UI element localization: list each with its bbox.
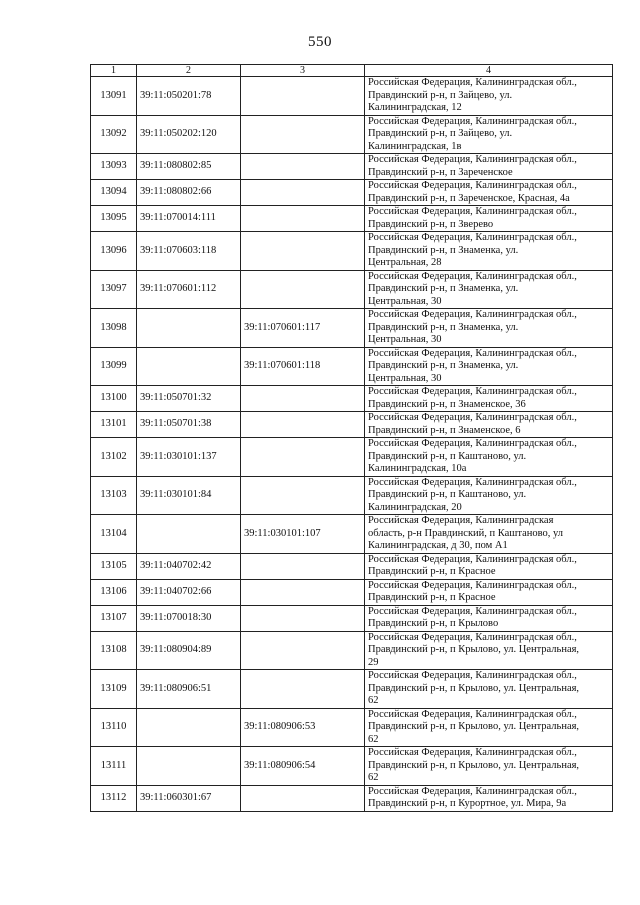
address-line: Правдинский р-н, п Красное [368, 592, 496, 603]
address-line: Калининградская, 1в [368, 140, 462, 152]
address-line: Правдинский р-н, п Знаменка, ул. [368, 283, 519, 294]
address-cell [365, 232, 613, 271]
address-line: Российская Федерация, Калининградская обл., [368, 115, 577, 127]
related-cadastral-number-cell [241, 270, 365, 309]
cadastral-number-cell: 39:11:040702:66 [137, 579, 241, 605]
row-number-cell: 13112 [91, 785, 137, 811]
address-line: Центральная, 30 [368, 334, 442, 345]
header-row [91, 65, 613, 77]
address-line: Российская Федерация, Калининградская обл., [368, 605, 577, 617]
cadastral-number-cell: 39:11:050201:78 [137, 77, 241, 116]
related-cadastral-number-cell [241, 438, 365, 477]
related-cadastral-number-cell: 39:11:030101:107 [241, 515, 365, 554]
address-line: Калининградская, 12 [368, 102, 462, 113]
address-line: Правдинский р-н, п Крылово [368, 618, 499, 629]
table-row [91, 232, 613, 271]
table-row [91, 785, 613, 811]
cadastral-number-cell: 39:11:030101:84 [137, 476, 241, 515]
row-number-cell: 13101 [91, 412, 137, 438]
address-line: Центральная, 30 [368, 372, 442, 384]
table-row [91, 77, 613, 116]
table-row [91, 605, 613, 631]
address-line: Российская Федерация, Калининградская обл., [368, 438, 577, 449]
related-cadastral-number-cell [241, 77, 365, 116]
row-number-cell: 13111 [91, 747, 137, 786]
cadastral-number-cell [137, 515, 241, 554]
cadastral-number-cell: 39:11:070014:111 [137, 206, 241, 232]
table-row [91, 515, 613, 554]
row-number-cell: 13094 [91, 180, 137, 206]
row-number-cell: 13091 [91, 77, 137, 116]
related-cadastral-number-cell [241, 386, 365, 412]
table-row [91, 115, 613, 154]
row-number-cell: 13106 [91, 579, 137, 605]
address-cell [365, 154, 613, 180]
cadastral-number-cell: 39:11:080802:66 [137, 180, 241, 206]
address-line: 29 [368, 656, 379, 668]
address-cell [365, 631, 613, 670]
address-cell [365, 476, 613, 515]
cadastral-number-cell: 39:11:070603:118 [137, 232, 241, 271]
address-cell [365, 708, 613, 747]
address-line: Российская Федерация, Калининградская обл., [368, 270, 577, 282]
related-cadastral-number-cell: 39:11:080906:53 [241, 708, 365, 747]
cadastral-number-cell: 39:11:070601:112 [137, 270, 241, 309]
address-line: Правдинский р-н, п Знаменка, ул. [368, 321, 519, 333]
address-line: Российская Федерация, Калининградская обл., [368, 747, 577, 758]
table-row [91, 670, 613, 709]
address-line: Правдинский р-н, п Крылово, ул. Центральная, [368, 644, 580, 655]
row-number-cell: 13100 [91, 386, 137, 412]
related-cadastral-number-cell [241, 206, 365, 232]
address-line: Правдинский р-н, п Красное [368, 566, 496, 577]
row-number-cell: 13107 [91, 605, 137, 631]
address-cell [365, 579, 613, 605]
table-row [91, 476, 613, 515]
table-row [91, 579, 613, 605]
related-cadastral-number-cell [241, 412, 365, 438]
related-cadastral-number-cell: 39:11:080906:54 [241, 747, 365, 786]
row-number-cell: 13099 [91, 347, 137, 386]
row-number-cell: 13102 [91, 438, 137, 477]
address-line: Российская Федерация, Калининградская [368, 515, 554, 526]
related-cadastral-number-cell: 39:11:070601:117 [241, 309, 365, 348]
row-number-cell: 13093 [91, 154, 137, 180]
cadastral-number-cell: 39:11:040702:42 [137, 553, 241, 579]
related-cadastral-number-cell [241, 180, 365, 206]
cadastral-number-cell [137, 347, 241, 386]
address-cell [365, 206, 613, 232]
address-line: Российская Федерация, Калининградская обл., [368, 386, 577, 397]
page-number: 550 [308, 34, 332, 50]
cadastral-number-cell: 39:11:050701:38 [137, 412, 241, 438]
address-cell [365, 180, 613, 206]
address-line: Российская Федерация, Калининградская обл., [368, 670, 577, 681]
address-line: Калининградская, д 30, пом А1 [368, 540, 508, 551]
address-line: 62 [368, 772, 379, 783]
address-line: Российская Федерация, Калининградская обл., [368, 579, 577, 591]
registry-table [90, 64, 613, 812]
cadastral-number-cell: 39:11:050701:32 [137, 386, 241, 412]
address-line: Российская Федерация, Калининградская обл., [368, 708, 577, 720]
address-cell [365, 670, 613, 709]
table-row [91, 438, 613, 477]
row-number-cell: 13095 [91, 206, 137, 232]
address-line: 62 [368, 695, 379, 706]
row-number-cell: 13097 [91, 270, 137, 309]
address-cell [365, 347, 613, 386]
column-header-1: 1 [91, 65, 137, 77]
address-cell [365, 553, 613, 579]
address-line: Правдинский р-н, п Зайцево, ул. [368, 128, 513, 139]
address-line: Российская Федерация, Калининградская обл., [368, 553, 577, 565]
address-line: Правдинский р-н, п Знаменское, 6 [368, 424, 521, 436]
row-number-cell: 13104 [91, 515, 137, 554]
table-row [91, 309, 613, 348]
cadastral-number-cell: 39:11:070018:30 [137, 605, 241, 631]
address-cell [365, 309, 613, 348]
address-cell [365, 386, 613, 412]
address-cell [365, 747, 613, 786]
address-cell [365, 515, 613, 554]
address-line: Калининградская, 10а [368, 463, 467, 474]
related-cadastral-number-cell [241, 579, 365, 605]
address-line: Российская Федерация, Калининградская обл., [368, 347, 577, 359]
address-line: Российская Федерация, Калининградская обл., [368, 206, 577, 217]
row-number-cell: 13092 [91, 115, 137, 154]
address-line: Центральная, 30 [368, 295, 442, 307]
address-cell [365, 605, 613, 631]
address-line: Правдинский р-н, п Каштаново, ул. [368, 489, 527, 500]
address-line: Российская Федерация, Калининградская обл., [368, 785, 577, 797]
row-number-cell: 13098 [91, 309, 137, 348]
address-line: Правдинский р-н, п Знаменское, 36 [368, 398, 526, 410]
related-cadastral-number-cell [241, 115, 365, 154]
table-row [91, 386, 613, 412]
cadastral-number-cell: 39:11:080906:51 [137, 670, 241, 709]
address-line: Правдинский р-н, п Зареченское [368, 166, 513, 178]
row-number-cell: 13103 [91, 476, 137, 515]
address-line: Российская Федерация, Калининградская обл., [368, 476, 577, 488]
row-number-cell: 13110 [91, 708, 137, 747]
column-header-3: 3 [241, 65, 365, 77]
address-line: Правдинский р-н, п Крылово, ул. Центральная, [368, 682, 580, 694]
related-cadastral-number-cell: 39:11:070601:118 [241, 347, 365, 386]
address-cell [365, 115, 613, 154]
address-line: Правдинский р-н, п Знаменка, ул. [368, 244, 519, 256]
address-line: 62 [368, 733, 379, 745]
address-line: Правдинский р-н, п Зареченское, Красная, 4а [368, 192, 570, 204]
related-cadastral-number-cell [241, 232, 365, 271]
table-row [91, 631, 613, 670]
address-line: Правдинский р-н, п Крылово, ул. Центральная, [368, 759, 580, 771]
address-line: Правдинский р-н, п Крылово, ул. Центральная, [368, 721, 580, 732]
address-cell [365, 438, 613, 477]
cadastral-number-cell [137, 309, 241, 348]
address-cell [365, 270, 613, 309]
address-line: Калининградская, 20 [368, 501, 462, 513]
address-cell [365, 77, 613, 116]
related-cadastral-number-cell [241, 631, 365, 670]
address-cell [365, 412, 613, 438]
row-number-cell: 13096 [91, 232, 137, 271]
related-cadastral-number-cell [241, 670, 365, 709]
cadastral-number-cell: 39:11:080802:85 [137, 154, 241, 180]
column-header-4: 4 [365, 65, 613, 77]
address-line: Российская Федерация, Калининградская обл., [368, 631, 577, 643]
table-row [91, 553, 613, 579]
cadastral-number-cell: 39:11:050202:120 [137, 115, 241, 154]
address-line: Правдинский р-н, п Зайцево, ул. [368, 89, 513, 101]
cadastral-number-cell: 39:11:080904:89 [137, 631, 241, 670]
table-row [91, 180, 613, 206]
cadastral-number-cell [137, 708, 241, 747]
related-cadastral-number-cell [241, 605, 365, 631]
row-number-cell: 13109 [91, 670, 137, 709]
address-line: область, р-н Правдинский, п Каштаново, ул [368, 527, 564, 539]
cadastral-number-cell [137, 747, 241, 786]
related-cadastral-number-cell [241, 154, 365, 180]
address-line: Российская Федерация, Калининградская обл., [368, 180, 577, 191]
row-number-cell: 13105 [91, 553, 137, 579]
address-line: Правдинский р-н, п Курортное, ул. Мира, 9а [368, 798, 567, 809]
row-number-cell: 13108 [91, 631, 137, 670]
address-line: Правдинский р-н, п Каштаново, ул. [368, 450, 527, 462]
table-row [91, 708, 613, 747]
table-row [91, 747, 613, 786]
table-row [91, 412, 613, 438]
table-row [91, 270, 613, 309]
address-line: Российская Федерация, Калининградская обл., [368, 412, 577, 423]
related-cadastral-number-cell [241, 476, 365, 515]
cadastral-number-cell: 39:11:030101:137 [137, 438, 241, 477]
related-cadastral-number-cell [241, 785, 365, 811]
column-header-2: 2 [137, 65, 241, 77]
address-line: Центральная, 28 [368, 257, 442, 268]
address-line: Российская Федерация, Калининградская обл., [368, 154, 577, 165]
address-line: Российская Федерация, Калининградская обл., [368, 309, 577, 320]
address-cell [365, 785, 613, 811]
address-line: Российская Федерация, Калининградская обл., [368, 232, 577, 243]
address-line: Правдинский р-н, п Знаменка, ул. [368, 360, 519, 371]
cadastral-number-cell: 39:11:060301:67 [137, 785, 241, 811]
table-row [91, 347, 613, 386]
table-row [91, 206, 613, 232]
table-row [91, 154, 613, 180]
related-cadastral-number-cell [241, 553, 365, 579]
address-line: Правдинский р-н, п Зверево [368, 218, 494, 230]
address-line: Российская Федерация, Калининградская обл., [368, 77, 577, 88]
